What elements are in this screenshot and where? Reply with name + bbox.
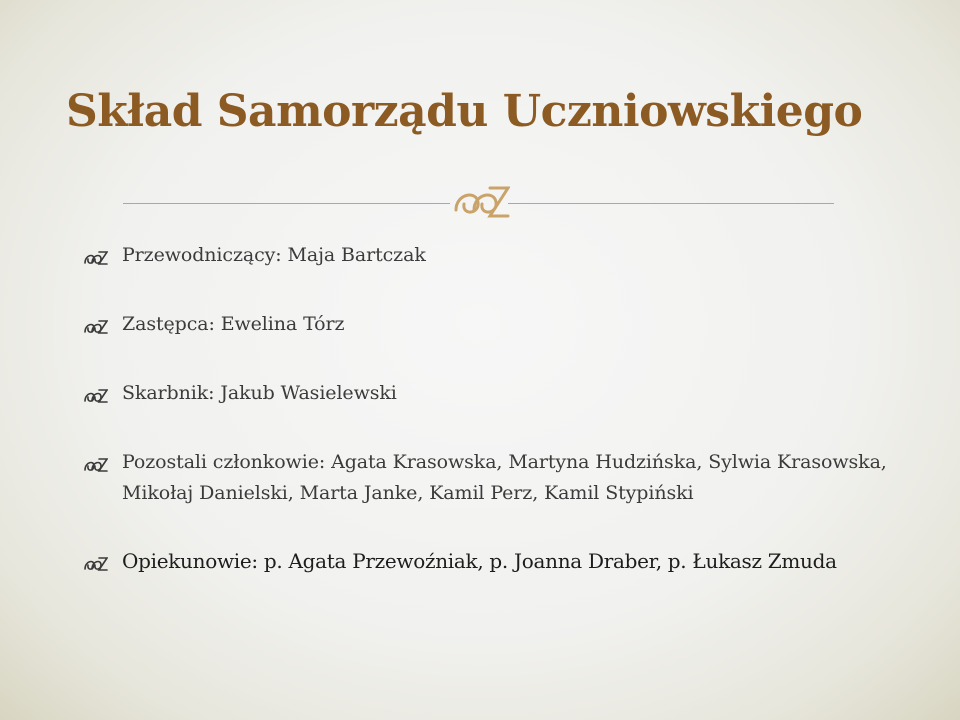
list-item-text: Przewodniczący: Maja Bartczak xyxy=(122,244,426,266)
slide-title: Skład Samorządu Uczniowskiego xyxy=(66,86,863,137)
list-item-text: Pozostali członkowie: Agata Krasowska, Martyna Hudzińska, Sylwia Krasowska, Mikołaj Danielski, Marta Janke, Kamil Perz, Kamil Stypiński xyxy=(122,451,887,504)
double-curl-bullet-icon xyxy=(82,455,108,475)
double-curl-bullet-icon xyxy=(82,386,108,406)
double-curl-bullet-icon xyxy=(82,317,108,337)
flourish-ornament-icon xyxy=(450,180,510,222)
list-item xyxy=(82,382,922,409)
list-item xyxy=(82,451,922,509)
list-item xyxy=(82,313,922,340)
list-item-text: Zastępca: Ewelina Tórz xyxy=(122,313,345,335)
title-divider-right xyxy=(508,203,834,204)
list-item xyxy=(82,244,922,271)
double-curl-bullet-icon xyxy=(82,248,108,268)
title-divider-left xyxy=(123,203,450,204)
double-curl-bullet-icon xyxy=(82,554,108,574)
list-item-text: Skarbnik: Jakub Wasielewski xyxy=(122,382,397,404)
list-item xyxy=(82,550,922,577)
list-item-text: Opiekunowie: p. Agata Przewoźniak, p. Joanna Draber, p. Łukasz Zmuda xyxy=(122,549,837,573)
